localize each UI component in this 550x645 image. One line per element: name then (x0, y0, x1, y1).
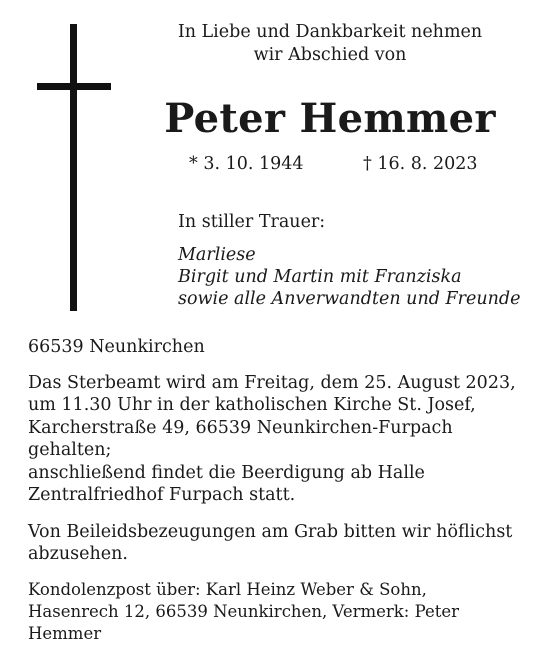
city-line: 66539 Neunkirchen (28, 337, 205, 357)
condolence-paragraph: Kondolenzpost über: Karl Heinz Weber & Sohn, Hasenrech 12, 66539 Neunkirchen, Vermerk: Peter Hemmer (28, 579, 459, 643)
wish-paragraph: Von Beileidsbezeugungen am Grab bitten wir höflichst abzusehen. (28, 521, 513, 564)
mourners-list (178, 244, 520, 310)
mourner: Marliese (178, 245, 256, 265)
cross-icon (70, 24, 77, 311)
intro-line: In Liebe und Dankbarkeit nehmen (177, 22, 483, 42)
intro-text (150, 21, 510, 67)
notice-body (28, 336, 528, 645)
mourner: Birgit und Martin mit Franziska (178, 267, 462, 287)
intro-line: wir Abschied von (253, 45, 407, 65)
birth-date: * 3. 10. 1944 (189, 154, 304, 174)
mourning-title: In stiller Trauer: (178, 212, 326, 232)
cross-icon-beam (37, 83, 111, 90)
death-date: † 16. 8. 2023 (363, 154, 478, 174)
service-paragraph: Das Sterbeamt wird am Freitag, dem 25. August 2023, um 11.30 Uhr in der katholischen Kirche St. Josef, Karcherstraße 49, 66539 Neunkirchen-Furpach gehalten; anschließend findet die Beerdigung ab Halle Zentralfriedhof Furpach statt. (28, 372, 516, 505)
mourner: sowie alle Anverwandten und Freunde (178, 289, 521, 309)
deceased-name: Peter Hemmer (164, 95, 496, 142)
